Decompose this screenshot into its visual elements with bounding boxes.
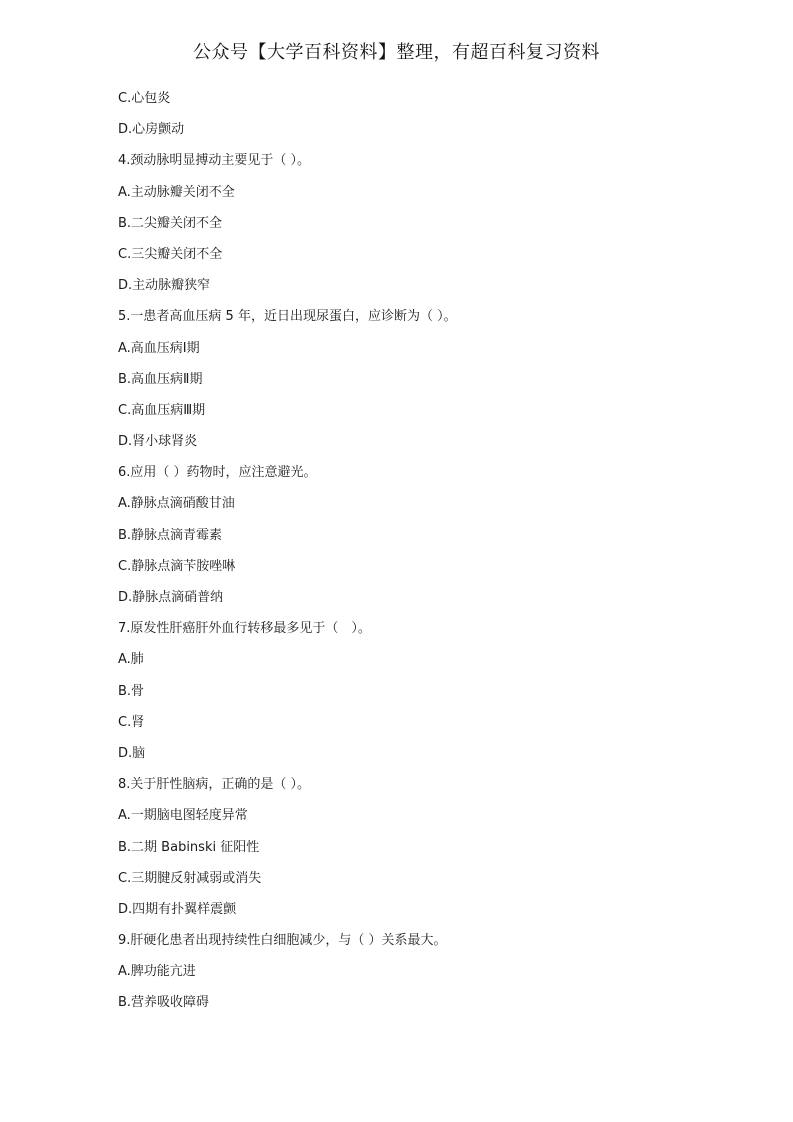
option-line: C.高血压病Ⅲ期 [118, 402, 206, 418]
option-line: A.一期脑电图轻度异常 [118, 808, 248, 824]
option-line: C.心包炎 [118, 91, 171, 106]
question-stem: 6.应用（ ）药物时，应注意避光。 [118, 465, 317, 481]
option-line: D.肾小球肾炎 [118, 434, 198, 450]
option-line: B.高血压病Ⅱ期 [118, 371, 203, 387]
question-stem: 8.关于肝性脑病，正确的是（ ）。 [118, 777, 311, 793]
question-stem: 7.原发性肝癌肝外血行转移最多见于（ ）。 [118, 621, 371, 637]
option-line: D.脑 [118, 745, 146, 761]
option-line: D.静脉点滴硝普纳 [118, 590, 224, 605]
option-line: A.高血压病Ⅰ期 [118, 340, 200, 356]
option-line: B.骨 [118, 683, 145, 699]
option-line: A.肺 [118, 652, 144, 668]
option-line: C.三期腱反射减弱或消失 [118, 870, 262, 886]
option-line: A.静脉点滴硝酸甘油 [118, 496, 235, 512]
option-line: A.主动脉瓣关闭不全 [118, 184, 235, 200]
option-line: A.脾功能亢进 [118, 964, 196, 980]
question-list [118, 88, 718, 1024]
option-line: B.静脉点滴青霉素 [118, 527, 223, 543]
option-line: C.三尖瓣关闭不全 [118, 246, 223, 262]
option-line: D.四期有扑翼样震颤 [118, 901, 237, 917]
question-stem: 9.肝硬化患者出现持续性白细胞减少，与（ ）关系最大。 [118, 933, 447, 949]
option-line: B.二期 Babinski 征阳性 [118, 839, 260, 855]
option-line: C.肾 [118, 714, 145, 730]
option-line: B.二尖瓣关闭不全 [118, 215, 223, 231]
option-line: B.营养吸收障碍 [118, 995, 210, 1011]
question-stem: 4.颈动脉明显搏动主要见于（ ）。 [118, 153, 311, 169]
option-line: D.主动脉瓣狭窄 [118, 278, 211, 294]
page-header: 公众号【大学百科资料】整理，有超百科复习资料 [193, 42, 600, 63]
option-line: D.心房颤动 [118, 122, 185, 138]
question-stem: 5.一患者高血压病 5 年，近日出现尿蛋白，应诊断为（ ）。 [118, 309, 457, 325]
option-line: C.静脉点滴苄胺唑啉 [118, 558, 236, 574]
